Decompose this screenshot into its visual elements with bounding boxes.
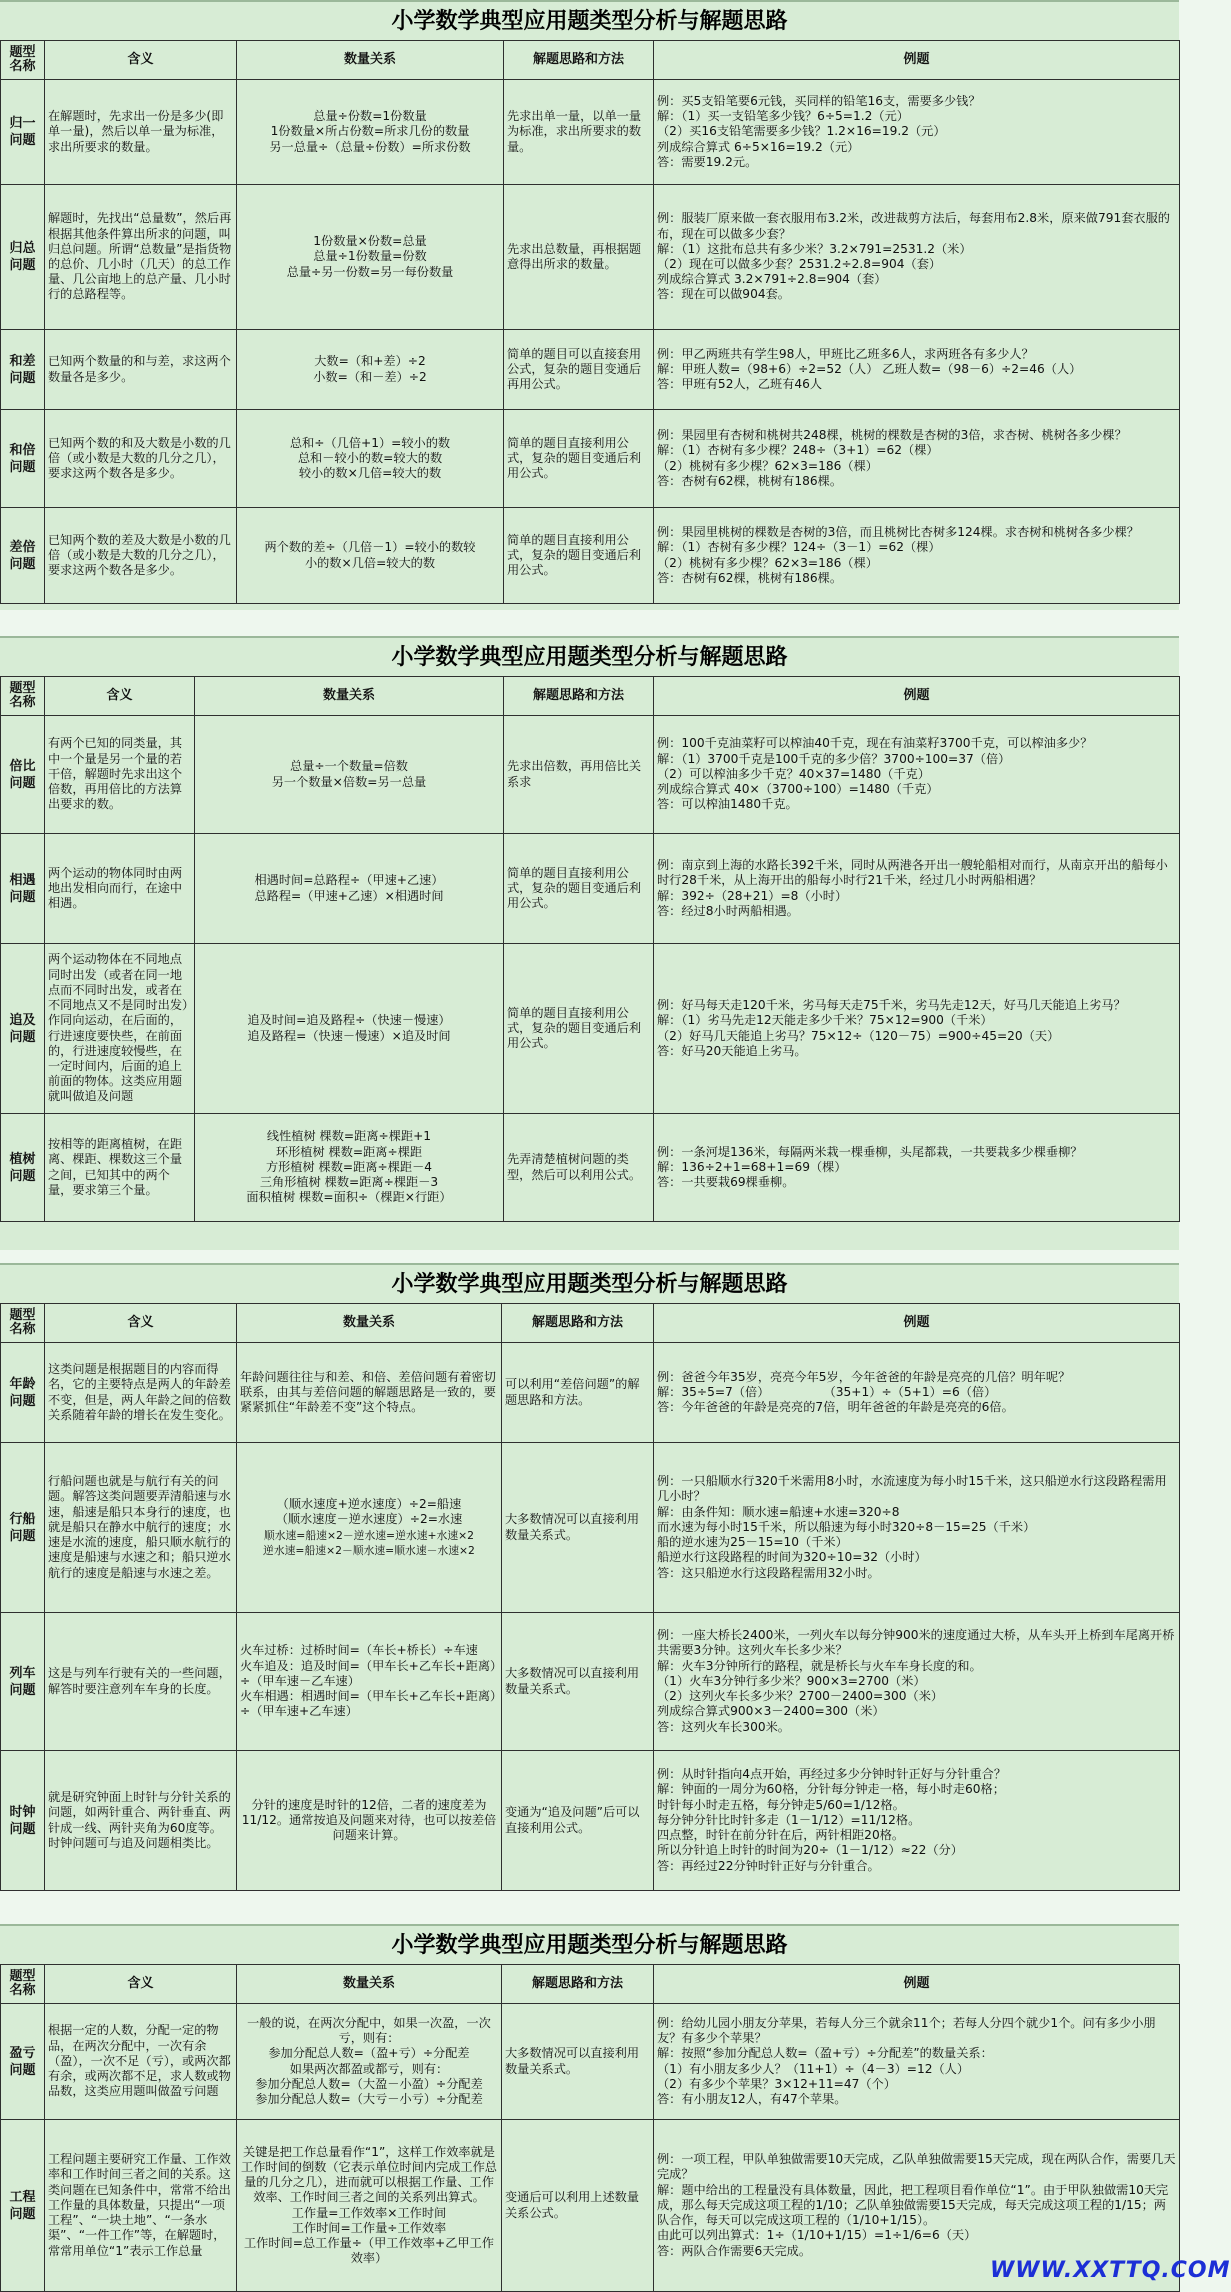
example-line: 例：甲乙两班共有学生98人，甲班比乙班多6人，求两班各有多少人？: [657, 346, 1034, 361]
example-line: 答：这只船逆水行这段路程需用32小时。: [657, 1565, 880, 1580]
row-meaning: 根据一定的人数，分配一定的物品，在两次分配中，一次有余（盈），一次不足（亏），或两次都有余，或两次都不足，求人数或物品数，这类应用题叫做盈亏问题: [45, 2004, 237, 2120]
section-title: 小学数学典型应用题类型分析与解题思路: [391, 1271, 788, 1297]
relation-line: 总和÷（几倍+1）=较小的数: [289, 435, 451, 450]
row-example: [654, 508, 1180, 604]
row-method: 大多数情况可以直接利用数量关系式。: [502, 2004, 654, 2120]
relation-line: 工作时间=工作量÷工作效率: [291, 2220, 447, 2235]
table-row: [1, 508, 1180, 604]
row-name: 相遇问题: [1, 834, 45, 944]
row-method: 简单的题目直接利用公式，复杂的题目变通后利用公式。: [504, 944, 654, 1114]
row-meaning: 在解题时，先求出一份是多少(即单一量)，然后以单一量为标准，求出所要求的数量。: [45, 80, 237, 185]
example-line: （2）可以榨油多少千克？40×37=1480（千克）: [657, 766, 931, 781]
header-type-name: 题型名称: [1, 41, 45, 80]
row-example: [654, 1114, 1180, 1222]
problem-table: [0, 1964, 1231, 2292]
example-line: （2）这列火车长多少米？2700－2400=300（米）: [657, 1689, 944, 1704]
row-relation: [237, 330, 504, 410]
header-type-name: 题型名称: [1, 1304, 45, 1343]
example-line: （1）火车3分钟行多少米？900×3=2700（米）: [657, 1673, 926, 1688]
row-name: 和差问题: [1, 330, 45, 410]
row-meaning: 已知两个数量的和与差，求这两个数量各是多少。: [45, 330, 237, 410]
example-line: （2）桃树有多少棵？62×3=186（棵）: [657, 458, 878, 473]
relation-line: （顺水速度－逆水速度）÷2=水速: [275, 1512, 463, 1527]
example-line: 解：（1）买一支铅笔多少钱？6÷5=1.2（元）: [657, 109, 909, 124]
header-type-name: 题型名称: [1, 677, 45, 716]
row-meaning: 有两个已知的同类量，其中一个量是另一个量的若干倍，解题时先求出这个倍数，再用倍比的方法算出要求的数。: [45, 716, 195, 834]
row-relation: [195, 834, 504, 944]
row-relation: [237, 508, 504, 604]
row-meaning: 两个运动的物体同时由两地出发相向而行，在途中相遇。: [45, 834, 195, 944]
example-line: 答：好马20天能追上劣马。: [657, 1043, 807, 1058]
relation-line: 分针的速度是时针的12倍，二者的速度差为11/12。通常按追及问题来对待，也可以按差倍问题来计算。: [241, 1797, 497, 1843]
example-line: 答：今年爸爸的年龄是亮亮的7倍，明年爸爸的年龄是亮亮的6倍。: [657, 1400, 1014, 1415]
example-line: 例：一只船顺水行320千米需用8小时，水流速度为每小时15千米，这只船逆水行这段路程需用几小时？: [657, 1474, 1167, 1504]
table-row: [1, 330, 1180, 410]
header-relation: 数量关系: [237, 1965, 502, 2004]
example-line: 解：35÷5=7（倍） （35+1）÷（5+1）=6（倍）: [657, 1384, 997, 1399]
example-line: 答：一共要栽69棵垂柳。: [657, 1175, 795, 1190]
row-relation: [195, 1114, 504, 1222]
header-method: 解题思路和方法: [502, 1304, 654, 1343]
header-relation: 数量关系: [195, 677, 504, 716]
row-example: [654, 1613, 1180, 1751]
row-method: 先求出总数量，再根据题意得出所求的数量。: [504, 185, 654, 330]
row-relation: [195, 944, 504, 1114]
table-row: [1, 944, 1180, 1114]
header-method: 解题思路和方法: [504, 677, 654, 716]
relation-line: 追及时间=追及路程÷（快速－慢速）: [247, 1013, 451, 1028]
example-line: 解：136÷2+1=68+1=69（棵）: [657, 1159, 847, 1174]
example-line: 四点整，时针在前分针在后，两针相距20格。: [657, 1828, 905, 1843]
example-line: 例：服装厂原来做一套衣服用布3.2米，改进裁剪方法后，每套用布2.8米，原来做791套衣服的布，现在可以做多少套？: [657, 211, 1170, 241]
row-name: 植树问题: [1, 1114, 45, 1222]
example-line: 时针每小时走五格，每分钟走5/60=1/12格。: [657, 1797, 905, 1812]
example-line: 解：（1）3700千克是100千克的多少倍？3700÷100=37（倍）: [657, 751, 1011, 766]
relation-line: 追及路程=（快速－慢速）×追及时间: [247, 1028, 451, 1043]
row-method: 大多数情况可以直接利用数量关系式。: [502, 1443, 654, 1613]
example-line: 答：需要19.2元。: [657, 154, 758, 169]
example-line: 解：由条件知：顺水速=船速+水速=320÷8: [657, 1504, 900, 1519]
problem-table: [0, 1303, 1180, 1891]
relation-line: 参加分配总人数=（大亏－小亏）÷分配差: [255, 2091, 483, 2106]
relation-line: 小数=（和－差）÷2: [313, 369, 427, 384]
example-line: 例：南京到上海的水路长392千米，同时从两港各开出一艘轮船相对而行，从南京开出的船每小时行28千米，从上海开出的船每小时行21千米，经过几小时两船相遇？: [657, 858, 1168, 888]
example-line: 例：一条河堤136米，每隔两米栽一棵垂柳，头尾都栽，一共要栽多少棵垂柳？: [657, 1144, 1083, 1159]
row-method: 先求出倍数，再用倍比关系求: [504, 716, 654, 834]
table-row: [1, 834, 1180, 944]
relation-line: 小的数×几倍=较大的数: [304, 555, 436, 570]
table-header-row: [1, 41, 1180, 80]
table-row: [1, 1443, 1180, 1613]
example-line: 解：火车3分钟所行的路程，就是桥长与火车车身长度的和。: [657, 1658, 982, 1673]
example-line: 例：给幼儿园小朋友分苹果，若每人分三个就余11个；若每人分四个就少1个。问有多少小朋友？有多少个苹果？: [657, 2015, 1156, 2046]
table-row: [1, 410, 1180, 508]
example-line: 答：再经过22分钟时针正好与分针重合。: [657, 1858, 880, 1873]
section-title: 小学数学典型应用题类型分析与解题思路: [391, 1932, 788, 1958]
relation-line: 大数=（和+差）÷2: [314, 354, 426, 369]
example-line: 所以分针追上时针的时间为20÷（1－1/12）≈22（分）: [657, 1843, 963, 1858]
example-line: 答：现在可以做904套。: [657, 287, 790, 302]
example-line: 解：甲班人数=（98+6）÷2=52（人） 乙班人数=（98－6）÷2=46（人）: [657, 361, 1082, 376]
example-line: 每分钟分针比时针多走（1－1/12）=11/12格。: [657, 1812, 921, 1827]
example-line: 答：有小朋友12人，有47个苹果。: [657, 2091, 847, 2106]
section-2: [0, 636, 1179, 1250]
row-name: 盈亏问题: [1, 2004, 45, 2120]
relation-line: 关键是把工作总量看作“1”，这样工作效率就是工作时间的倒数（它表示单位时间内完成工作总量的几分之几），进而就可以根据工作量、工作效率、工作时间三者之间的关系列出算式。: [241, 2144, 497, 2205]
row-example: [654, 330, 1180, 410]
example-line: 由此可以列出算式：1÷（1/10+1/15）=1÷1/6=6（天）: [657, 2228, 977, 2243]
relation-line: 顺水速=船速×2－逆水速=逆水速+水速×2: [263, 1528, 475, 1542]
relation-line: 面积植树 棵数=面积÷（棵距×行距）: [246, 1190, 452, 1205]
section-4: [0, 1924, 1231, 2292]
example-line: 列成综合算式900×3－2400=300（米）: [657, 1704, 885, 1719]
example-line: 解：392÷（28+21）=8（小时）: [657, 888, 848, 903]
relation-line: 方形植树 棵数=距离÷棵距－4: [265, 1159, 433, 1174]
relation-line: 总量÷份数=1份数量: [313, 109, 427, 124]
relation-line: 参加分配总人数=（大盈－小盈）÷分配差: [255, 2076, 483, 2091]
row-example: [654, 2004, 1180, 2120]
example-line: （2）有多少个苹果？3×12+11=47（个）: [657, 2076, 896, 2091]
example-line: 例：100千克油菜籽可以榨油40千克，现在有油菜籽3700千克，可以榨油多少？: [657, 736, 1093, 751]
row-example: [654, 834, 1180, 944]
example-line: 解：（1）杏树有多少棵？248÷（3+1）=62（棵）: [657, 443, 939, 458]
header-meaning: 含义: [45, 677, 195, 716]
example-line: 解：按照“参加分配总人数=（盈+亏）÷分配差”的数量关系：: [657, 2046, 993, 2061]
relation-line: 总量÷1份数量=份数: [313, 249, 427, 264]
example-line: （1）有小朋友多少人？（11+1）÷（4－3）=12（人）: [657, 2061, 970, 2076]
relation-line: 总路程=（甲速+乙速）×相遇时间: [254, 888, 444, 903]
relation-line: 1份数量×所占份数=所求几份的数量: [270, 124, 470, 139]
row-relation: [195, 716, 504, 834]
row-example: [654, 944, 1180, 1114]
row-meaning: 工程问题主要研究工作量、工作效率和工作时间三者之间的关系。这类问题在已知条件中，常常不给出工作量的具体数量，只提出“一项工程”、“一块土地”、“一条水渠”、“一件工作”等，在解题时，常常用单位“1”表示工作总量: [45, 2120, 237, 2292]
relation-line: 线性植树 棵数=距离÷棵距+1: [266, 1129, 432, 1144]
example-line: 列成综合算式 40×（3700÷100）=1480（千克）: [657, 782, 939, 797]
header-meaning: 含义: [45, 1965, 237, 2004]
relation-line: 如果两次都盈或都亏，则有：: [289, 2061, 449, 2076]
table-header-row: [1, 1965, 1180, 2004]
row-name: 年龄问题: [1, 1343, 45, 1443]
example-line: 船逆水行这段路程的时间为320÷10=32（小时）: [657, 1550, 927, 1565]
header-example: 例题: [654, 41, 1180, 80]
table-row: [1, 80, 1180, 185]
example-line: 例：一座大桥长2400米，一列火车以每分钟900米的速度通过大桥，从车头开上桥到车尾离开桥共需要3分钟。这列火车长多少米？: [657, 1628, 1175, 1658]
row-relation: [237, 185, 504, 330]
example-line: （2）桃树有多少棵？62×3=186（棵）: [657, 555, 878, 570]
example-line: 解：（1）这批布总共有多少米？3.2×791=2531.2（米）: [657, 241, 972, 256]
relation-line: 另一个数量×倍数=另一总量: [271, 774, 427, 789]
header-example: 例题: [654, 1965, 1180, 2004]
row-meaning: 这类问题是根据题目的内容而得名，它的主要特点是两人的年龄差不变，但是，两人年龄之间的倍数关系随着年龄的增长在发生变化。: [45, 1343, 237, 1443]
row-relation: [237, 1343, 502, 1443]
row-method: 先求出单一量，以单一量为标准，求出所要求的数量。: [504, 80, 654, 185]
example-line: 答：这列火车长300米。: [657, 1719, 790, 1734]
row-method: 简单的题目直接利用公式，复杂的题目变通后利用公式。: [504, 834, 654, 944]
example-line: （2）好马几天能追上劣马？75×12÷（120－75）=900÷45=20（天）: [657, 1028, 1060, 1043]
row-meaning: 解题时，先找出“总量数”，然后再根据其他条件算出所求的问题，叫归总问题。所谓“总数量”是指货物的总价、几小时（几天）的总工作量、几公亩地上的总产量、几小时行的总路程等。: [45, 185, 237, 330]
example-line: 而水速为每小时15千米，所以船速为每小时320÷8－15=25（千米）: [657, 1519, 1036, 1534]
example-line: 解：钟面的一周分为60格，分针每分钟走一格，每小时走60格；: [657, 1782, 1005, 1797]
relation-line: 火车过桥：过桥时间=（车长+桥长）÷车速: [240, 1643, 478, 1658]
example-line: 列成综合算式 6÷5×16=19.2（元）: [657, 139, 860, 154]
row-name: 归总问题: [1, 185, 45, 330]
row-name: 追及问题: [1, 944, 45, 1114]
header-meaning: 含义: [45, 1304, 237, 1343]
row-example: [654, 1343, 1180, 1443]
row-meaning: 两个运动物体在不同地点同时出发（或者在同一地点而不同时出发，或者在不同地点又不是同时出发）作同向运动，在后面的，行进速度要快些，在前面的，行进速度较慢些，在一定时间内，后面的追上前面的物体。这类应用题就叫做追及问题: [45, 944, 195, 1114]
relation-line: 总量÷另一份数=另一每份数量: [286, 264, 454, 279]
row-method: 简单的题目直接利用公式，复杂的题目变通后利用公式。: [504, 410, 654, 508]
row-meaning: 已知两个数的和及大数是小数的几倍（或小数是大数的几分之几），要求这两个数各是多少。: [45, 410, 237, 508]
example-line: 解：题中给出的工程量没有具体数量，因此，把工程项目看作单位“1”。由于甲队独做需10天完成，那么每天完成这项工程的1/10；乙队单独做需要15天完成，每天完成这项工程的1/15；两队合作，每天可以完成这项工程的（1/10+1/15）。: [657, 2182, 1169, 2228]
row-method: 可以利用“差倍问题”的解题思路和方法。: [502, 1343, 654, 1443]
example-line: 例：果园里桃树的棵数是杏树的3倍，而且桃树比杏树多124棵。求杏树和桃树各多少棵？: [657, 525, 1139, 540]
table-row: [1, 1613, 1180, 1751]
example-line: 例：好马每天走120千米，劣马每天走75千米，劣马先走12天，好马几天能追上劣马？: [657, 998, 1126, 1013]
row-name: 倍比问题: [1, 716, 45, 834]
table-row: [1, 185, 1180, 330]
example-line: 例：爸爸今年35岁，亮亮今年5岁，今年爸爸的年龄是亮亮的几倍？明年呢？: [657, 1369, 1071, 1384]
row-meaning: 按相等的距离植树，在距离、棵距、棵数这三个量之间，已知其中的两个量，要求第三个量。: [45, 1114, 195, 1222]
row-relation: [237, 1613, 502, 1751]
header-relation: 数量关系: [237, 1304, 502, 1343]
relation-line: 工作量=工作效率×工作时间: [291, 2205, 447, 2220]
example-line: 答：经过8小时两船相遇。: [657, 903, 799, 918]
row-example: [654, 410, 1180, 508]
row-name: 差倍问题: [1, 508, 45, 604]
example-line: （2）现在可以做多少套？2531.2÷2.8=904（套）: [657, 257, 942, 271]
example-line: 船的逆水速为25－15=10（千米）: [657, 1535, 848, 1550]
site-watermark: WWW.XXTTQ.COM: [990, 2258, 1231, 2283]
relation-line: 环形植树 棵数=距离÷棵距: [275, 1144, 423, 1159]
row-example: [654, 80, 1180, 185]
row-relation: [237, 1751, 502, 1891]
section-3: [0, 1263, 1179, 1891]
row-example: [654, 716, 1180, 834]
relation-line: 工作时间=总工作量÷（甲工作效率+乙甲工作效率）: [243, 2235, 494, 2266]
header-relation: 数量关系: [237, 41, 504, 80]
example-line: 例：买5支铅笔要6元钱，买同样的铅笔16支，需要多少钱？: [657, 93, 981, 108]
table-row: [1, 1114, 1180, 1222]
problem-table: [0, 40, 1180, 604]
row-name: 工程问题: [1, 2120, 45, 2292]
relation-line: 两个数的差÷（几倍－1）=较小的数较: [264, 540, 476, 555]
row-name: 和倍问题: [1, 410, 45, 508]
relation-line: 另一总量÷（总量÷份数）=所求份数: [269, 139, 471, 154]
row-relation: [237, 80, 504, 185]
problem-table: [0, 676, 1180, 1222]
row-method: 简单的题目直接利用公式，复杂的题目变通后利用公式。: [504, 508, 654, 604]
relation-line: 三角形植树 棵数=距离÷棵距－3: [259, 1175, 439, 1190]
example-line: 列成综合算式 3.2×791÷2.8=904（套）: [657, 272, 887, 287]
relation-line: 年龄问题往往与和差、和倍、差倍问题有着密切联系，由其与差倍问题的解题思路是一致的，要紧紧抓住“年龄差不变”这个特点。: [240, 1369, 496, 1415]
example-line: 答：杏树有62棵，桃树有186棵。: [657, 570, 843, 585]
section-title: 小学数学典型应用题类型分析与解题思路: [391, 644, 788, 670]
row-meaning: 就是研究钟面上时针与分针关系的问题，如两针重合、两针垂直、两针成一线、两针夹角为60度等。时钟问题可与追及问题相类比。: [45, 1751, 237, 1891]
example-line: （2）买16支铅笔需要多少钱？1.2×16=19.2（元）: [657, 124, 946, 139]
table-header-row: [1, 1304, 1180, 1343]
relation-line: 1份数量×份数=总量: [313, 234, 427, 249]
row-example: [654, 1751, 1180, 1891]
row-method: 变通后可以利用上述数量关系公式。: [502, 2120, 654, 2292]
relation-line: 火车相遇：相遇时间=（甲车长+乙车长+距离）÷（甲车速+乙车速）: [240, 1689, 497, 1719]
example-line: 解：（1）劣马先走12天能走多少千米？75×12=900（千米）: [657, 1013, 993, 1028]
row-method: 先弄清楚植树问题的类型，然后可以利用公式。: [504, 1114, 654, 1222]
relation-line: 相遇时间=总路程÷（甲速+乙速）: [254, 873, 444, 888]
table-row: [1, 2004, 1180, 2120]
row-meaning: 已知两个数的差及大数是小数的几倍（或小数是大数的几分之几），要求这两个数各是多少。: [45, 508, 237, 604]
row-meaning: 行船问题也就是与航行有关的问题。解答这类问题要弄清船速与水速，船速是船只本身行的速度，也就是船只在静水中航行的速度；水速是水流的速度，船只顺水航行的速度是船速与水速之和；船只逆水航行的速度是船速与水速之差。: [45, 1443, 237, 1613]
row-relation: [237, 410, 504, 508]
header-example: 例题: [654, 1304, 1180, 1343]
header-example: 例题: [654, 677, 1180, 716]
example-line: 解：（1）杏树有多少棵？124÷（3－1）=62（棵）: [657, 540, 941, 555]
relation-line: 火车追及：追及时间=（甲车长+乙车长+距离）÷（甲车速－乙车速）: [240, 1658, 497, 1688]
example-line: 例：从时针指向4点开始，再经过多少分钟时针正好与分针重合？: [657, 1767, 1007, 1782]
header-method: 解题思路和方法: [502, 1965, 654, 2004]
example-line: 答：甲班有52人，乙班有46人: [657, 377, 823, 392]
row-name: 归一问题: [1, 80, 45, 185]
table-row: [1, 1751, 1180, 1891]
relation-line: 一般的说，在两次分配中，如果一次盈，一次亏，则有：: [247, 2015, 491, 2046]
relation-line: 逆水速=船速×2－顺水速=顺水速－水速×2: [263, 1543, 475, 1557]
row-name: 时钟问题: [1, 1751, 45, 1891]
row-example: [654, 185, 1180, 330]
table-header-row: [1, 677, 1180, 716]
section-title: 小学数学典型应用题类型分析与解题思路: [391, 8, 788, 34]
header-type-name: 题型名称: [1, 1965, 45, 2004]
row-method: 简单的题目可以直接套用公式，复杂的题目变通后再用公式。: [504, 330, 654, 410]
relation-line: （顺水速度+逆水速度）÷2=船速: [276, 1497, 462, 1512]
table-row: [1, 716, 1180, 834]
row-method: 变通为“追及问题”后可以直接利用公式。: [502, 1751, 654, 1891]
relation-line: 总量÷一个数量=倍数: [290, 759, 408, 774]
header-method: 解题思路和方法: [504, 41, 654, 80]
relation-line: 总和－较小的数=较大的数: [297, 450, 443, 465]
row-relation: [237, 2120, 502, 2292]
section-1: [0, 0, 1179, 610]
row-relation: [237, 2004, 502, 2120]
row-name: 行船问题: [1, 1443, 45, 1613]
example-line: 答：可以榨油1480千克。: [657, 797, 798, 812]
relation-line: 较小的数×几倍=较大的数: [298, 466, 442, 481]
row-name: 列车问题: [1, 1613, 45, 1751]
example-line: 例：一项工程，甲队单独做需要10天完成，乙队单独做需要15天完成，现在两队合作，需要几天完成？: [657, 2152, 1176, 2182]
example-line: 例：果园里有杏树和桃树共248棵，桃树的棵数是杏树的3倍，求杏树、桃树各多少棵？: [657, 428, 1127, 443]
row-method: 大多数情况可以直接利用数量关系式。: [502, 1613, 654, 1751]
example-line: 答：杏树有62棵，桃树有186棵。: [657, 473, 843, 488]
row-example: [654, 1443, 1180, 1613]
header-meaning: 含义: [45, 41, 237, 80]
row-meaning: 这是与列车行驶有关的一些问题，解答时要注意列车车身的长度。: [45, 1613, 237, 1751]
example-line: 答：两队合作需要6天完成。: [657, 2243, 812, 2258]
table-row: [1, 1343, 1180, 1443]
row-relation: [237, 1443, 502, 1613]
relation-line: 参加分配总人数=（盈+亏）÷分配差: [268, 2046, 470, 2061]
